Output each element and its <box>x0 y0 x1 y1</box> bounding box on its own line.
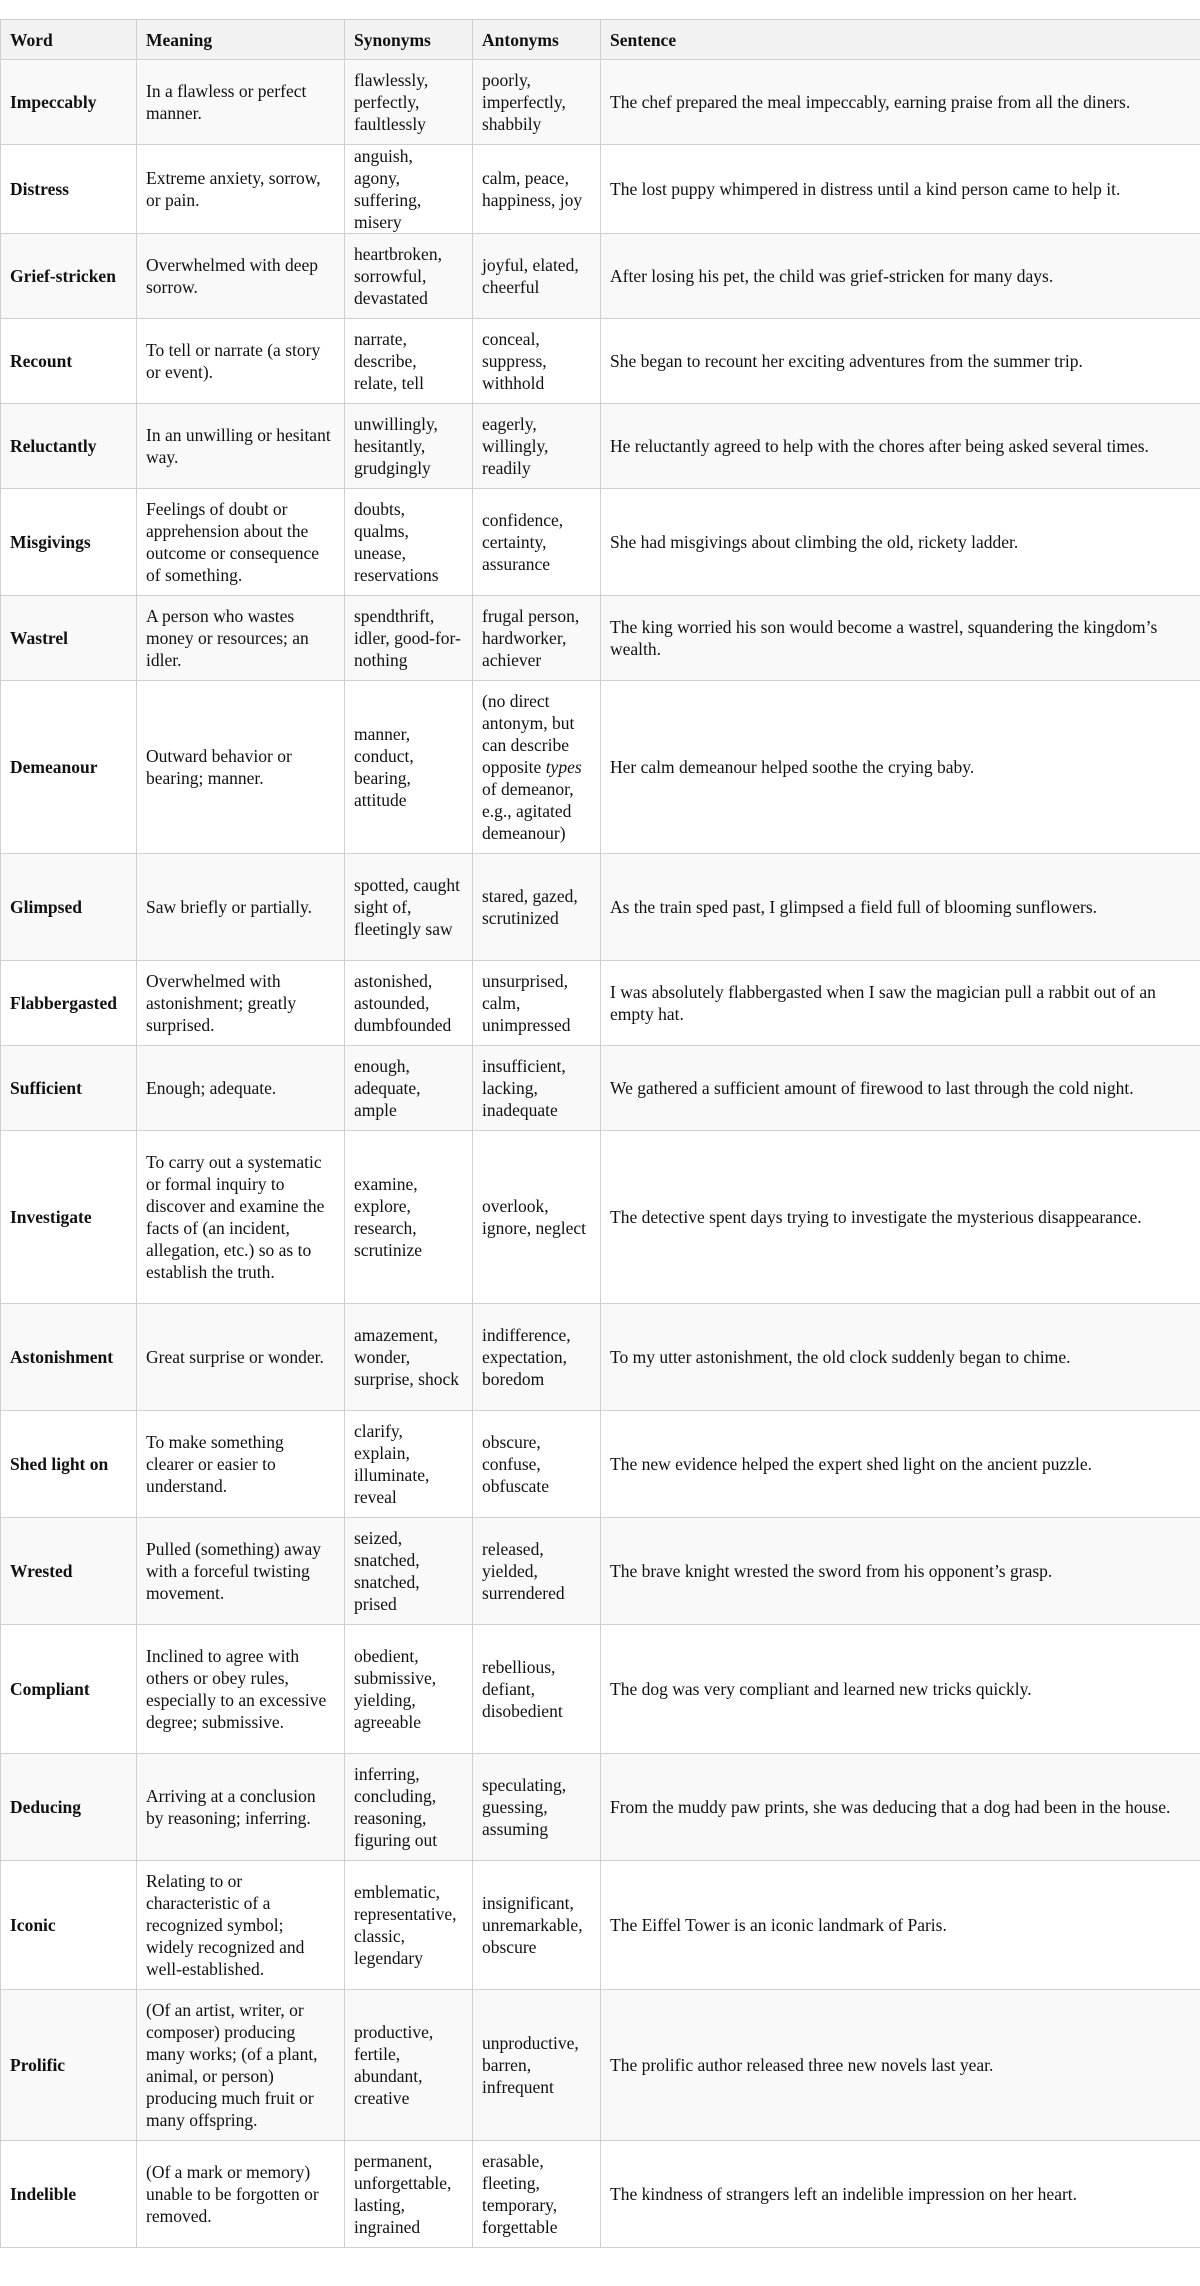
antonyms-cell <box>473 961 601 1046</box>
table-row <box>1 961 1200 1046</box>
table-row <box>1 145 1200 234</box>
meaning-cell <box>137 489 345 596</box>
word-cell <box>1 1131 137 1304</box>
synonyms-text: amazement, wonder, surprise, shock <box>354 1325 459 1389</box>
meaning-cell <box>137 60 345 145</box>
antonyms-text: indifference, expectation, boredom <box>482 1325 571 1389</box>
antonyms-text: insignificant, unremarkable, obscure <box>482 1893 583 1957</box>
meaning-cell <box>137 854 345 961</box>
word-text: Wrested <box>10 1561 73 1581</box>
word-cell <box>1 1518 137 1625</box>
word-cell <box>1 1411 137 1518</box>
sentence-text: The Eiffel Tower is an iconic landmark of Paris. <box>610 1915 947 1935</box>
header-row <box>1 20 1200 60</box>
antonyms-cell <box>473 854 601 961</box>
sentence-cell <box>601 1131 1200 1304</box>
word-text: Shed light on <box>10 1454 109 1474</box>
word-text: Impeccably <box>10 92 97 112</box>
antonyms-cell <box>473 404 601 489</box>
antonyms-text: poorly, imperfectly, shabbily <box>482 70 566 134</box>
synonyms-text: seized, snatched, snatched, prised <box>354 1528 420 1614</box>
synonyms-cell <box>345 961 473 1046</box>
antonyms-cell <box>473 489 601 596</box>
meaning-cell <box>137 1754 345 1861</box>
sentence-text: I was absolutely flabbergasted when I saw the magician pull a rabbit out of an empty hat. <box>610 982 1156 1024</box>
table-row <box>1 596 1200 681</box>
synonyms-cell <box>345 1131 473 1304</box>
word-text: Grief-stricken <box>10 266 116 286</box>
synonyms-cell <box>345 234 473 319</box>
antonyms-cell <box>473 145 601 234</box>
word-cell <box>1 489 137 596</box>
meaning-cell <box>137 961 345 1046</box>
word-text: Sufficient <box>10 1078 82 1098</box>
table-row <box>1 1625 1200 1754</box>
meaning-text: Saw briefly or partially. <box>146 897 313 917</box>
antonyms-cell <box>473 60 601 145</box>
synonyms-cell <box>345 1625 473 1754</box>
antonyms-text: joyful, elated, cheerful <box>482 255 579 297</box>
sentence-text: To my utter astonishment, the old clock suddenly began to chime. <box>610 1347 1071 1367</box>
antonyms-text: confidence, certainty, assurance <box>482 510 564 574</box>
antonyms-text: unproductive, barren, infrequent <box>482 2033 579 2097</box>
sentence-cell <box>601 60 1200 145</box>
meaning-cell <box>137 1861 345 1990</box>
antonyms-text: erasable, fleeting, temporary, forgettable <box>482 2151 558 2237</box>
meaning-text: (Of an artist, writer, or composer) producing many works; (of a plant, animal, or person) producing much fruit or many offspring. <box>146 2000 318 2130</box>
table-row <box>1 1990 1200 2141</box>
synonyms-text: doubts, qualms, unease, reservations <box>354 499 439 585</box>
header-synonyms: Synonyms <box>345 20 473 60</box>
table-row <box>1 1754 1200 1861</box>
antonyms-cell <box>473 2141 601 2248</box>
sentence-cell <box>601 1861 1200 1990</box>
meaning-text: Extreme anxiety, sorrow, or pain. <box>146 168 321 210</box>
antonyms-text: conceal, suppress, withhold <box>482 329 547 393</box>
antonyms-cell <box>473 1046 601 1131</box>
sentence-text: We gathered a sufficient amount of firewood to last through the cold night. <box>610 1078 1134 1098</box>
word-cell <box>1 1754 137 1861</box>
synonyms-text: spotted, caught sight of, fleetingly saw <box>354 875 460 939</box>
synonyms-text: heartbroken, sorrowful, devastated <box>354 244 442 308</box>
sentence-cell <box>601 1304 1200 1411</box>
sentence-text: She had misgivings about climbing the old, rickety ladder. <box>610 532 1019 552</box>
word-cell <box>1 681 137 854</box>
synonyms-cell <box>345 681 473 854</box>
sentence-cell <box>601 854 1200 961</box>
sentence-text: The king worried his son would become a wastrel, squandering the kingdom’s wealth. <box>610 617 1158 659</box>
word-cell <box>1 1861 137 1990</box>
synonyms-text: anguish, agony, suffering, misery <box>354 146 422 232</box>
word-text: Investigate <box>10 1207 92 1227</box>
word-cell <box>1 1625 137 1754</box>
antonym-emphasis: types <box>545 757 582 777</box>
synonyms-cell <box>345 854 473 961</box>
table-row <box>1 854 1200 961</box>
meaning-cell <box>137 1411 345 1518</box>
sentence-text: The kindness of strangers left an indelible impression on her heart. <box>610 2184 1078 2204</box>
antonyms-text: rebellious, defiant, disobedient <box>482 1657 563 1721</box>
table-row <box>1 404 1200 489</box>
meaning-text: Great surprise or wonder. <box>146 1347 324 1367</box>
word-cell <box>1 145 137 234</box>
meaning-cell <box>137 1304 345 1411</box>
synonyms-text: enough, adequate, ample <box>354 1056 421 1120</box>
synonyms-text: inferring, concluding, reasoning, figuring out <box>354 1764 438 1850</box>
sentence-text: She began to recount her exciting adventures from the summer trip. <box>610 351 1083 371</box>
meaning-text: Pulled (something) away with a forceful twisting movement. <box>146 1539 321 1603</box>
header-word: Word <box>1 20 137 60</box>
sentence-text: He reluctantly agreed to help with the chores after being asked several times. <box>610 436 1149 456</box>
word-cell <box>1 319 137 404</box>
sentence-cell <box>601 404 1200 489</box>
antonyms-cell <box>473 319 601 404</box>
antonyms-cell <box>473 1304 601 1411</box>
synonyms-cell <box>345 319 473 404</box>
word-cell <box>1 854 137 961</box>
meaning-text: Overwhelmed with deep sorrow. <box>146 255 319 297</box>
table-row <box>1 234 1200 319</box>
synonyms-text: emblematic, representative, classic, legendary <box>354 1882 457 1968</box>
sentence-cell <box>601 319 1200 404</box>
meaning-text: In a flawless or perfect manner. <box>146 81 307 123</box>
antonyms-text: unsurprised, calm, unimpressed <box>482 971 571 1035</box>
meaning-cell <box>137 1518 345 1625</box>
synonyms-text: flawlessly, perfectly, faultlessly <box>354 70 429 134</box>
word-text: Prolific <box>10 2055 66 2075</box>
antonyms-text: insufficient, lacking, inadequate <box>482 1056 566 1120</box>
word-text: Recount <box>10 351 73 371</box>
meaning-cell <box>137 1990 345 2141</box>
sentence-cell <box>601 1754 1200 1861</box>
meaning-cell <box>137 1046 345 1131</box>
synonyms-cell <box>345 1046 473 1131</box>
sentence-text: The new evidence helped the expert shed light on the ancient puzzle. <box>610 1454 1093 1474</box>
meaning-text: Inclined to agree with others or obey rules, especially to an excessive degree; submissive. <box>146 1646 327 1732</box>
sentence-text: The lost puppy whimpered in distress until a kind person came to help it. <box>610 179 1121 199</box>
sentence-cell <box>601 1518 1200 1625</box>
word-cell <box>1 1990 137 2141</box>
antonyms-text: calm, peace, happiness, joy <box>482 168 583 210</box>
synonyms-text: obedient, submissive, yielding, agreeable <box>354 1646 437 1732</box>
table-row <box>1 1304 1200 1411</box>
sentence-cell <box>601 489 1200 596</box>
antonyms-cell <box>473 1131 601 1304</box>
antonyms-text: released, yielded, surrendered <box>482 1539 565 1603</box>
synonyms-text: unwillingly, hesitantly, grudgingly <box>354 414 438 478</box>
antonym-text: (no direct antonym, but can describe opposite <box>482 691 575 777</box>
sentence-cell <box>601 1046 1200 1131</box>
word-text: Distress <box>10 179 69 199</box>
antonym-text: of demeanor, e.g., agitated demeanour) <box>482 779 574 843</box>
sentence-cell <box>601 961 1200 1046</box>
antonyms-cell <box>473 1754 601 1861</box>
antonyms-text: frugal person, hardworker, achiever <box>482 606 580 670</box>
sentence-text: The prolific author released three new novels last year. <box>610 2055 994 2075</box>
antonyms-cell <box>473 1625 601 1754</box>
sentence-text: After losing his pet, the child was grief-stricken for many days. <box>610 266 1054 286</box>
meaning-text: A person who wastes money or resources; an idler. <box>146 606 309 670</box>
meaning-text: To carry out a systematic or formal inquiry to discover and examine the facts of (an incident, allegation, etc.) so as to establish the truth. <box>146 1152 325 1282</box>
table-body <box>1 60 1200 2248</box>
synonyms-text: examine, explore, research, scrutinize <box>354 1174 423 1260</box>
header-meaning: Meaning <box>137 20 345 60</box>
synonyms-cell <box>345 489 473 596</box>
antonyms-text: obscure, confuse, obfuscate <box>482 1432 550 1496</box>
antonyms-cell <box>473 681 601 854</box>
meaning-text: Enough; adequate. <box>146 1078 277 1098</box>
sentence-cell <box>601 145 1200 234</box>
antonyms-cell <box>473 1861 601 1990</box>
synonyms-text: spendthrift, idler, good-for-nothing <box>354 606 461 670</box>
antonyms-cell <box>473 1518 601 1625</box>
sentence-cell <box>601 1990 1200 2141</box>
sentence-cell <box>601 2141 1200 2248</box>
word-text: Misgivings <box>10 532 91 552</box>
synonyms-text: productive, fertile, abundant, creative <box>354 2022 434 2108</box>
sentence-text: The brave knight wrested the sword from his opponent’s grasp. <box>610 1561 1053 1581</box>
word-text: Demeanour <box>10 757 98 777</box>
antonyms-cell <box>473 1990 601 2141</box>
meaning-text: To make something clearer or easier to understand. <box>146 1432 284 1496</box>
synonyms-text: astonished, astounded, dumbfounded <box>354 971 452 1035</box>
meaning-text: Relating to or characteristic of a recognized symbol; widely recognized and well-established. <box>146 1871 305 1979</box>
synonyms-cell <box>345 145 473 234</box>
table-row <box>1 1046 1200 1131</box>
antonyms-cell <box>473 596 601 681</box>
meaning-cell <box>137 681 345 854</box>
synonyms-cell <box>345 1861 473 1990</box>
sentence-cell <box>601 1625 1200 1754</box>
word-text: Iconic <box>10 1915 56 1935</box>
synonyms-cell <box>345 2141 473 2248</box>
word-cell <box>1 596 137 681</box>
meaning-cell <box>137 2141 345 2248</box>
meaning-cell <box>137 596 345 681</box>
sentence-text: The dog was very compliant and learned new tricks quickly. <box>610 1679 1032 1699</box>
word-text: Flabbergasted <box>10 993 117 1013</box>
meaning-cell <box>137 319 345 404</box>
word-cell <box>1 1304 137 1411</box>
antonyms-text: eagerly, willingly, readily <box>482 414 549 478</box>
header-sentence: Sentence <box>601 20 1200 60</box>
meaning-text: In an unwilling or hesitant way. <box>146 425 331 467</box>
word-cell <box>1 961 137 1046</box>
sentence-cell <box>601 681 1200 854</box>
antonyms-cell <box>473 1411 601 1518</box>
word-cell <box>1 234 137 319</box>
synonyms-cell <box>345 1754 473 1861</box>
word-cell <box>1 1046 137 1131</box>
table-row <box>1 319 1200 404</box>
meaning-cell <box>137 1625 345 1754</box>
vocabulary-table <box>0 19 1200 2248</box>
table-row <box>1 1861 1200 1990</box>
meaning-text: (Of a mark or memory) unable to be forgotten or removed. <box>146 2162 319 2226</box>
synonyms-text: manner, conduct, bearing, attitude <box>354 724 414 810</box>
meaning-cell <box>137 404 345 489</box>
antonyms-cell <box>473 234 601 319</box>
meaning-cell <box>137 234 345 319</box>
sentence-text: From the muddy paw prints, she was deducing that a dog had been in the house. <box>610 1797 1171 1817</box>
table-row <box>1 2141 1200 2248</box>
word-text: Indelible <box>10 2184 77 2204</box>
meaning-cell <box>137 145 345 234</box>
antonyms-text: overlook, ignore, neglect <box>482 1196 586 1238</box>
synonyms-cell <box>345 1411 473 1518</box>
antonyms-text: speculating, guessing, assuming <box>482 1775 567 1839</box>
sentence-cell <box>601 596 1200 681</box>
meaning-text: Overwhelmed with astonishment; greatly surprised. <box>146 971 297 1035</box>
synonyms-text: clarify, explain, illuminate, reveal <box>354 1421 430 1507</box>
word-cell <box>1 60 137 145</box>
table-header <box>1 20 1200 60</box>
table-row <box>1 489 1200 596</box>
table-row <box>1 681 1200 854</box>
meaning-cell <box>137 1131 345 1304</box>
header-antonyms: Antonyms <box>473 20 601 60</box>
sentence-cell <box>601 1411 1200 1518</box>
table-row <box>1 1131 1200 1304</box>
table-row <box>1 1411 1200 1518</box>
synonyms-cell <box>345 596 473 681</box>
sentence-text: As the train sped past, I glimpsed a field full of blooming sunflowers. <box>610 897 1098 917</box>
synonyms-cell <box>345 1518 473 1625</box>
word-text: Reluctantly <box>10 436 97 456</box>
word-text: Deducing <box>10 1797 81 1817</box>
meaning-text: Outward behavior or bearing; manner. <box>146 746 292 788</box>
synonyms-text: permanent, unforgettable, lasting, ingrained <box>354 2151 452 2237</box>
sentence-text: The detective spent days trying to investigate the mysterious disappearance. <box>610 1207 1142 1227</box>
word-text: Compliant <box>10 1679 90 1699</box>
table-row <box>1 60 1200 145</box>
meaning-text: To tell or narrate (a story or event). <box>146 340 321 382</box>
synonyms-text: narrate, describe, relate, tell <box>354 329 424 393</box>
sentence-text: The chef prepared the meal impeccably, earning praise from all the diners. <box>610 92 1131 112</box>
synonyms-cell <box>345 1990 473 2141</box>
synonyms-cell <box>345 60 473 145</box>
sentence-cell <box>601 234 1200 319</box>
synonyms-cell <box>345 1304 473 1411</box>
word-text: Glimpsed <box>10 897 82 917</box>
meaning-text: Feelings of doubt or apprehension about the outcome or consequence of something. <box>146 499 319 585</box>
word-text: Wastrel <box>10 628 69 648</box>
word-text: Astonishment <box>10 1347 114 1367</box>
word-cell <box>1 2141 137 2248</box>
meaning-text: Arriving at a conclusion by reasoning; inferring. <box>146 1786 316 1828</box>
synonyms-cell <box>345 404 473 489</box>
word-cell <box>1 404 137 489</box>
antonyms-text: stared, gazed, scrutinized <box>482 886 578 928</box>
sentence-text: Her calm demeanour helped soothe the crying baby. <box>610 757 975 777</box>
table-row <box>1 1518 1200 1625</box>
